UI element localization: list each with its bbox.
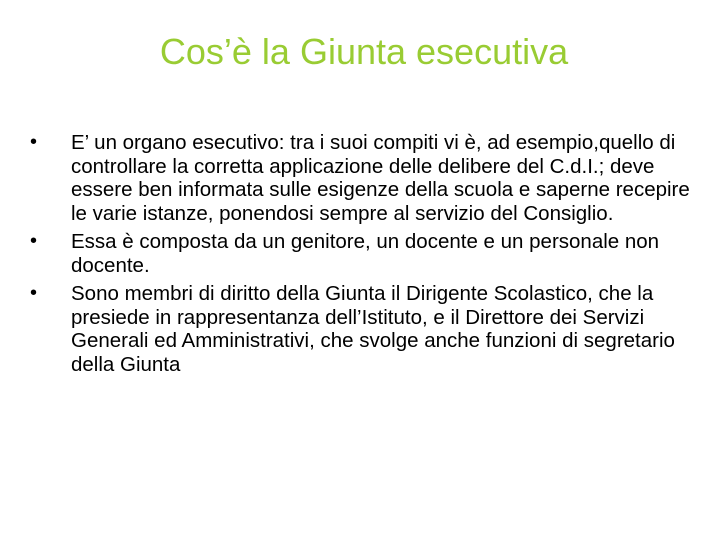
bullet-item — [30, 230, 690, 277]
slide-title: Cos’è la Giunta esecutiva — [159, 31, 569, 72]
bullet-list — [30, 131, 690, 381]
bullet-item — [30, 131, 690, 225]
bullet-text: Sono membri di diritto della Giunta il Dirigente Scolastico, che la presiede in rappresentanza dell’Istituto, e il Direttore dei Servizi Generali ed Amministrativi, che svolge anche funzioni di segretario della Giunta — [71, 282, 675, 376]
bullet-icon: • — [30, 131, 38, 153]
bullet-icon: • — [30, 282, 38, 304]
bullet-item — [30, 282, 690, 376]
bullet-text: Essa è composta da un genitore, un docente e un personale non docente. — [71, 230, 660, 277]
bullet-icon: • — [30, 230, 38, 252]
bullet-text: E’ un organo esecutivo: tra i suoi compiti vi è, ad esempio,quello di controllare la corretta applicazione delle delibere del C.d.I.; deve essere ben informata sulle esigenze della scuola e saperne recepire le varie istanze, ponendosi sempre al servizio del Consiglio. — [71, 131, 690, 225]
